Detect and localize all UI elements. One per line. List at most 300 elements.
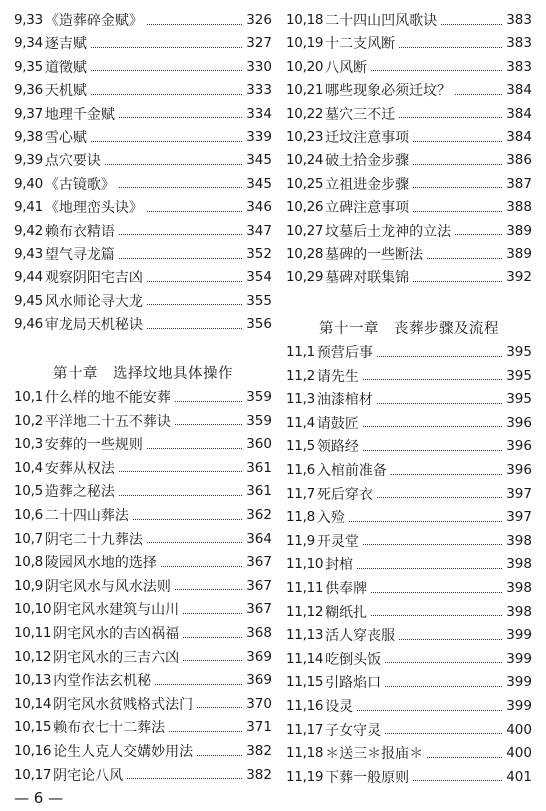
section-number: 10,6: [14, 507, 43, 523]
toc-entry: [14, 598, 272, 620]
page-ref: 371: [246, 719, 272, 736]
toc-entry: [286, 388, 532, 410]
toc-entry: [286, 601, 532, 623]
section-number: 9,43: [14, 246, 43, 262]
section-number: 10,24: [286, 152, 324, 169]
dot-leader: [147, 211, 242, 212]
page-ref: 367: [246, 601, 272, 618]
dot-leader: [377, 356, 502, 357]
section-title: 请鼓匠: [316, 415, 359, 432]
toc-entry: [14, 103, 272, 125]
dot-leader: [119, 187, 242, 188]
page-ref: 398: [506, 603, 532, 620]
section-number: 9,41: [14, 199, 43, 216]
section-title: 墓穴三不迁: [325, 106, 396, 123]
toc-entry: [286, 459, 532, 481]
page-ref: 382: [246, 743, 272, 759]
toc-entry: [286, 624, 532, 646]
page-ref: 399: [506, 698, 532, 714]
section-title: 平洋地二十五不葬诀: [44, 413, 171, 430]
toc-entry: [286, 173, 532, 195]
toc-entry: [286, 695, 532, 717]
toc-entry: [286, 126, 532, 148]
page-ref: 382: [246, 766, 272, 783]
section-title: 领路经: [316, 439, 359, 456]
page-ref: 346: [246, 199, 272, 216]
toc-entry: [286, 766, 532, 788]
toc-entry: [14, 480, 272, 502]
dot-leader: [133, 519, 242, 520]
section-title: 糊纸扎: [325, 604, 368, 621]
page-ref: 389: [506, 222, 532, 239]
section-number: 10,2: [14, 412, 43, 429]
section-title: 赖布衣精语: [44, 223, 115, 240]
dot-leader: [371, 615, 502, 616]
toc-entry: [14, 740, 272, 762]
toc-entry: [14, 220, 272, 242]
toc-entry: [286, 553, 532, 575]
section-title: 观察阴阳宅吉凶: [44, 270, 143, 287]
dot-leader: [385, 733, 502, 734]
page-ref: 397: [506, 509, 532, 526]
section-number: 11,14: [286, 650, 324, 667]
page-ref: 388: [506, 199, 532, 216]
section-title: 造葬之秘法: [44, 484, 115, 501]
section-number: 10,26: [286, 199, 324, 216]
section-number: 10,8: [14, 554, 43, 571]
page-ref: 401: [506, 768, 532, 785]
dot-leader: [175, 589, 242, 590]
section-title: 活人穿丧服: [325, 628, 396, 645]
dot-leader: [413, 780, 502, 781]
section-number: 10,19: [286, 35, 324, 52]
section-number: 10,1: [14, 389, 43, 405]
dot-leader: [91, 70, 242, 71]
section-title: 阴宅风水贫贱格式法门: [53, 696, 194, 713]
page-ref: 367: [246, 577, 272, 594]
section-title: 阴宅二十九葬法: [44, 531, 143, 548]
section-title: 逐吉赋: [44, 36, 87, 53]
dot-leader: [183, 660, 242, 661]
section-title: 点穴要诀: [44, 153, 101, 170]
page-ref: 395: [506, 344, 532, 360]
section-title: 立碑注意事项: [325, 200, 410, 217]
page-number: — 6 —: [14, 789, 64, 807]
toc-entry: [286, 9, 532, 31]
toc-entry: [14, 457, 272, 479]
section-title: 吃倒头饭: [325, 651, 382, 668]
section-number: 10,29: [286, 269, 324, 286]
section-number: 11,13: [286, 627, 324, 644]
dot-leader: [363, 544, 502, 545]
dot-leader: [183, 637, 242, 638]
toc-entry: [286, 32, 532, 54]
dot-leader: [377, 497, 502, 498]
page-ref: 384: [506, 82, 532, 99]
section-number: 9,34: [14, 35, 43, 52]
toc-entry: [14, 410, 272, 432]
dot-leader: [455, 234, 502, 235]
section-title: 阴宅论八风: [53, 767, 124, 784]
section-title: 迁坟注意事项: [325, 130, 410, 146]
toc-entry: [286, 149, 532, 171]
dot-leader: [399, 639, 502, 640]
section-number: 11,3: [286, 391, 315, 408]
dot-leader: [197, 755, 242, 756]
section-number: 10,5: [14, 483, 43, 500]
section-number: 10,22: [286, 105, 324, 122]
dot-leader: [119, 117, 242, 118]
dot-leader: [413, 164, 502, 165]
section-title: 哪些现象必须迁坟？: [325, 83, 452, 100]
page-ref: 369: [246, 648, 272, 665]
dot-leader: [413, 187, 502, 188]
dot-leader: [427, 757, 502, 758]
section-number: 10,7: [14, 530, 43, 547]
section-number: 10,15: [14, 719, 52, 736]
section-title: 二十四山凹风歌诀: [325, 13, 438, 29]
dot-leader: [147, 24, 242, 25]
section-number: 11,1: [286, 344, 315, 360]
section-number: 11,2: [286, 367, 315, 384]
dot-leader: [363, 379, 502, 380]
section-title: 设灵: [325, 699, 354, 715]
dot-leader: [161, 566, 242, 567]
section-title: 阴宅风水建筑与山川: [53, 602, 180, 619]
section-title: 《地理峦头诀》: [44, 200, 143, 217]
section-title: 风水师论寻大龙: [44, 293, 143, 310]
toc-entry: [14, 196, 272, 218]
toc-entry: [14, 669, 272, 691]
section-number: 9,35: [14, 58, 43, 75]
section-title: 阴宅风水的吉凶祸福: [53, 626, 180, 642]
section-number: 11,16: [286, 698, 324, 714]
section-title: 油漆棺材: [316, 392, 373, 409]
toc-entry: [286, 483, 532, 505]
section-number: 11,10: [286, 556, 324, 573]
page-ref: 333: [246, 82, 272, 99]
page-ref: 345: [246, 175, 272, 192]
section-number: 11,11: [286, 580, 324, 596]
section-number: 11,8: [286, 509, 315, 526]
dot-leader: [377, 403, 502, 404]
page-ref: 399: [506, 674, 532, 691]
dot-leader: [349, 521, 502, 522]
page-ref: 383: [506, 35, 532, 52]
section-number: 10,9: [14, 577, 43, 594]
section-title: 供奉牌: [325, 581, 368, 597]
page-ref: 398: [506, 532, 532, 549]
page-ref: 400: [506, 721, 532, 738]
toc-entry: [14, 32, 272, 54]
toc-entry: [14, 313, 272, 335]
page-ref: 396: [506, 414, 532, 431]
page-ref: 327: [246, 35, 272, 52]
section-title: 十二支风断: [325, 36, 396, 53]
section-title: 雪心赋: [44, 130, 87, 146]
section-number: 10,27: [286, 222, 324, 239]
toc-entry: [286, 56, 532, 78]
section-number: 10,28: [286, 246, 324, 262]
section-title: 引路焰口: [325, 675, 382, 692]
toc-entry: [286, 196, 532, 218]
section-title: 死后穿衣: [316, 486, 373, 503]
section-title: 安葬的一些规则: [44, 437, 143, 454]
section-title: ＊送三＊报庙＊: [325, 746, 424, 763]
toc-entry: [286, 103, 532, 125]
page-ref: 400: [506, 745, 532, 762]
section-number: 10,23: [286, 129, 324, 145]
dot-leader: [119, 234, 242, 235]
page-ref: 370: [246, 695, 272, 712]
dot-leader: [413, 281, 502, 282]
section-title: 陵园风水地的选择: [44, 555, 157, 572]
toc-entry: [286, 365, 532, 387]
section-title: 安葬从权法: [44, 460, 115, 477]
section-number: 10,14: [14, 695, 52, 712]
page-ref: 345: [246, 152, 272, 169]
toc-entry: [286, 243, 532, 265]
toc-entry: [14, 551, 272, 573]
page-ref: 398: [506, 580, 532, 596]
page-ref: 399: [506, 627, 532, 644]
page-ref: 360: [246, 436, 272, 453]
toc-entry: [286, 577, 532, 599]
section-number: 10,20: [286, 58, 324, 75]
page-ref: 356: [246, 316, 272, 333]
page-ref: 383: [506, 12, 532, 28]
section-number: 9,39: [14, 152, 43, 169]
section-number: 10,12: [14, 648, 52, 665]
page-ref: 369: [246, 672, 272, 689]
section-number: 10,18: [286, 12, 324, 28]
toc-entry: [14, 149, 272, 171]
section-number: 10,21: [286, 82, 324, 99]
page-ref: 361: [246, 483, 272, 500]
section-title: 论生人克人交媾妙用法: [53, 744, 194, 760]
toc-entry: [14, 56, 272, 78]
page-ref: 368: [246, 625, 272, 641]
dot-leader: [147, 448, 242, 449]
page-ref: 347: [246, 222, 272, 239]
page-ref: 330: [246, 58, 272, 75]
dot-leader: [147, 304, 242, 305]
dot-leader: [371, 592, 502, 593]
toc-entry: [286, 220, 532, 242]
toc-entry: [286, 671, 532, 693]
section-title: 审龙局天机秘诀: [44, 317, 143, 334]
toc-entry: [14, 693, 272, 715]
toc-entry: [14, 386, 272, 408]
section-number: 10,16: [14, 743, 52, 759]
section-number: 10,25: [286, 175, 324, 192]
section-title: 墓碑对联集锦: [325, 270, 410, 287]
section-number: 10,17: [14, 766, 52, 783]
toc-entry: [14, 126, 272, 148]
section-number: 10,3: [14, 436, 43, 453]
chapter-heading: 第十章 选择坟地具体操作: [53, 366, 233, 382]
page-ref: 359: [246, 389, 272, 405]
dot-leader: [175, 401, 242, 402]
toc-entry: [14, 504, 272, 526]
page-ref: 395: [506, 367, 532, 384]
dot-leader: [413, 211, 502, 212]
section-number: 9,40: [14, 175, 43, 192]
section-title: 阴宅风水的三吉六凶: [53, 649, 180, 666]
dot-leader: [175, 424, 242, 425]
dot-leader: [119, 495, 242, 496]
section-title: 破土拾金步骤: [325, 153, 410, 170]
section-number: 11,7: [286, 485, 315, 502]
section-number: 11,15: [286, 674, 324, 691]
page-ref: 383: [506, 58, 532, 75]
dot-leader: [385, 686, 502, 687]
section-title: 立祖进金步骤: [325, 176, 410, 193]
section-number: 10,13: [14, 672, 52, 689]
dot-leader: [119, 258, 242, 259]
section-number: 9,42: [14, 222, 43, 239]
section-number: 11,9: [286, 532, 315, 549]
dot-leader: [91, 94, 242, 95]
page-ref: 362: [246, 507, 272, 523]
dot-leader: [127, 778, 242, 779]
section-title: 天机赋: [44, 83, 87, 100]
section-number: 9,38: [14, 129, 43, 145]
page-ref: 361: [246, 459, 272, 476]
section-title: 阴宅风水与风水法则: [44, 578, 171, 595]
toc-entry: [14, 266, 272, 288]
toc-entry: [286, 79, 532, 101]
section-title: 八风断: [325, 59, 368, 76]
toc-entry: [14, 173, 272, 195]
dot-leader: [91, 47, 242, 48]
section-title: 预营后事: [316, 345, 373, 361]
dot-leader: [147, 328, 242, 329]
page-ref: 397: [506, 485, 532, 502]
dot-leader: [183, 613, 242, 614]
section-title: 入棺前准备: [316, 463, 387, 479]
toc-entry: [14, 9, 272, 31]
page-ref: 398: [506, 556, 532, 573]
section-number: 11,12: [286, 603, 324, 620]
dot-leader: [363, 450, 502, 451]
section-number: 11,17: [286, 721, 324, 738]
dot-leader: [399, 117, 502, 118]
section-number: 9,44: [14, 269, 43, 286]
section-title: 道徵赋: [44, 59, 87, 76]
section-title: 赖布衣七十二葬法: [53, 720, 166, 737]
dot-leader: [357, 710, 502, 711]
toc-entry: [14, 528, 272, 550]
toc-entry: [14, 243, 272, 265]
toc-entry: [14, 433, 272, 455]
section-number: 11,6: [286, 462, 315, 478]
page-ref: 359: [246, 412, 272, 429]
toc-entry: [14, 716, 272, 738]
page-ref: 387: [506, 175, 532, 192]
toc-entry: [286, 341, 532, 363]
toc-entry: [286, 266, 532, 288]
section-title: 请先生: [316, 368, 359, 385]
section-title: 下葬一般原则: [325, 769, 410, 786]
section-title: 二十四山葬法: [44, 508, 129, 524]
toc-entry: [286, 412, 532, 434]
section-title: 地理千金赋: [44, 106, 115, 123]
dot-leader: [169, 731, 242, 732]
section-number: 11,5: [286, 438, 315, 455]
dot-leader: [427, 258, 502, 259]
section-title: 入殓: [316, 510, 345, 527]
chapter-heading: 第十一章 丧葬步骤及流程: [319, 321, 499, 337]
toc-entry: [14, 646, 272, 668]
dot-leader: [441, 24, 502, 25]
dot-leader: [391, 474, 502, 475]
toc-entry: [14, 290, 272, 312]
dot-leader: [147, 281, 242, 282]
page-ref: 384: [506, 129, 532, 145]
section-number: 10,11: [14, 625, 52, 641]
dot-leader: [105, 164, 242, 165]
dot-leader: [119, 471, 242, 472]
page-ref: 354: [246, 269, 272, 286]
page-ref: 364: [246, 530, 272, 547]
toc-entry: [14, 622, 272, 644]
page-ref: 352: [246, 246, 272, 262]
section-number: 9,33: [14, 12, 43, 28]
section-title: 《造葬碎金赋》: [44, 13, 143, 29]
page-ref: 396: [506, 438, 532, 455]
toc-entry: [286, 435, 532, 457]
toc-entry: [14, 575, 272, 597]
section-title: 内堂作法玄机秘: [53, 673, 152, 690]
dot-leader: [155, 684, 242, 685]
toc-entry: [14, 764, 272, 786]
section-title: 《古镜歌》: [44, 176, 115, 193]
section-number: 10,4: [14, 459, 43, 476]
dot-leader: [413, 141, 502, 142]
page-ref: 384: [506, 105, 532, 122]
page-ref: 389: [506, 246, 532, 262]
toc-entry: [286, 506, 532, 528]
dot-leader: [371, 70, 502, 71]
section-title: 望气寻龙篇: [44, 247, 115, 263]
dot-leader: [197, 707, 242, 708]
page-ref: 396: [506, 462, 532, 478]
page-ref: 395: [506, 391, 532, 408]
section-number: 9,36: [14, 82, 43, 99]
dot-leader: [91, 141, 242, 142]
dot-leader: [399, 47, 502, 48]
section-title: 坟墓后土龙神的立法: [325, 223, 452, 240]
page-ref: 367: [246, 554, 272, 571]
section-title: 墓碑的一些断法: [325, 247, 424, 263]
page-ref: 392: [506, 269, 532, 286]
dot-leader: [385, 662, 502, 663]
toc-entry: [286, 742, 532, 764]
section-number: 9,37: [14, 105, 43, 122]
toc-entry: [286, 530, 532, 552]
page-ref: 355: [246, 292, 272, 309]
section-number: 9,46: [14, 316, 43, 333]
section-number: 10,10: [14, 601, 52, 618]
dot-leader: [363, 426, 502, 427]
section-title: 子女守灵: [325, 722, 382, 739]
toc-entry: [286, 648, 532, 670]
page-ref: 339: [246, 129, 272, 145]
section-title: 什么样的地不能安葬: [44, 390, 171, 406]
dot-leader: [147, 542, 242, 543]
section-title: 开灵堂: [316, 533, 359, 550]
